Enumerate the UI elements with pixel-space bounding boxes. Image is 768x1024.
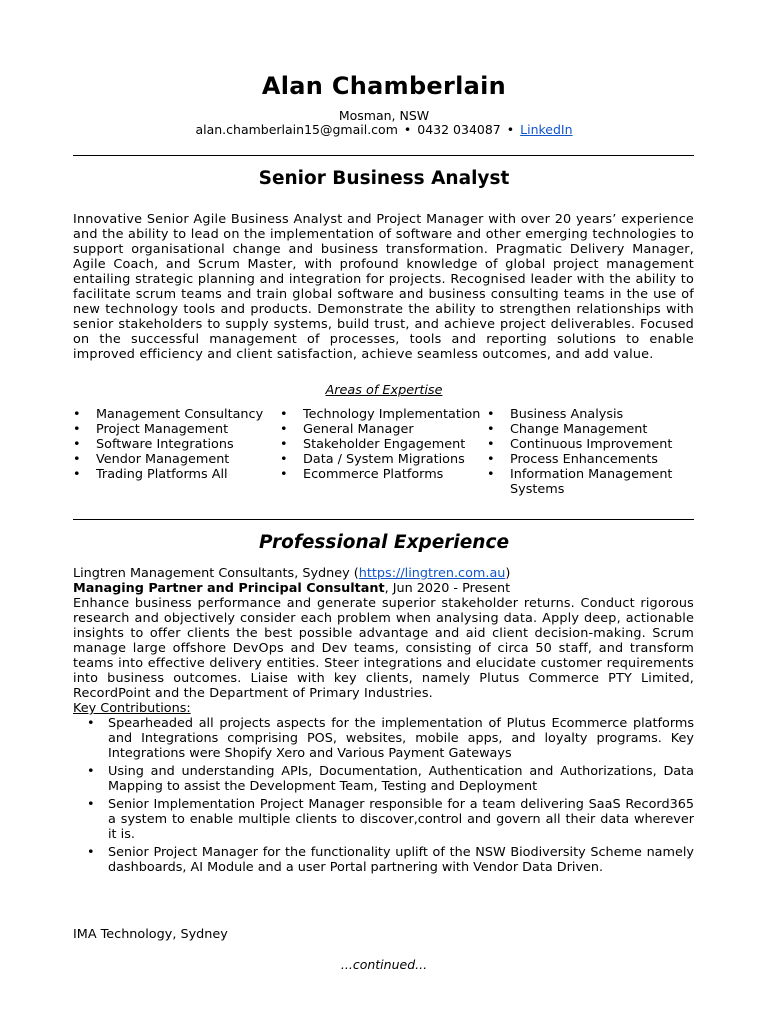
contribution-item: • Senior Implementation Project Manager responsible for a team delivering SaaS Record365 a system to enable multiple clients to discover,control and govern all their data wherever it is. (73, 797, 694, 842)
expertise-item: • Management Consultancy (73, 407, 280, 422)
key-contributions-label: Key Contributions: (73, 701, 191, 716)
separator: • (506, 122, 515, 137)
contributions-list (73, 716, 694, 875)
expertise-item: • Stakeholder Engagement (280, 437, 487, 452)
job-dates: , Jun 2020 - Present (384, 581, 511, 596)
expertise-item: • Project Management (73, 422, 280, 437)
phone: 0432 034087 (417, 122, 501, 137)
expertise-item: • Business Analysis (487, 407, 694, 422)
divider (73, 519, 694, 520)
expertise-item: • Information Management Systems (487, 467, 694, 497)
linkedin-link[interactable]: LinkedIn (520, 122, 573, 137)
contribution-item: • Senior Project Manager for the functionality uplift of the NSW Biodiversity Scheme namely dashboards, AI Module and a user Portal partnering with Vendor Data Driven. (73, 845, 694, 875)
email: alan.chamberlain15@gmail.com (195, 122, 398, 137)
location: Mosman, NSW (338, 108, 430, 123)
expertise-grid (73, 407, 713, 497)
professional-experience-heading: Professional Experience (259, 532, 509, 553)
expertise-item: • Trading Platforms All (73, 467, 280, 482)
position-title: Managing Partner and Principal Consultant (73, 581, 385, 596)
position-line (73, 581, 694, 596)
divider (73, 155, 694, 156)
role-title: Senior Business Analyst (258, 168, 510, 189)
contribution-item: • Spearheaded all projects aspects for the implementation of Plutus Ecommerce platforms and Integrations comprising POS, websites, mobile apps, and loyalty programs. Key Integrations were Shopify Xero and Various Payment Gateways (73, 716, 694, 761)
candidate-name: Alan Chamberlain (261, 72, 507, 100)
job-description: Enhance business performance and generate superior stakeholder returns. Conduct rigorous research and objectively consider each problem when analysing data. Apply deep, actionable insights to offer clients the best possible advantage and aid client decision-making. Scrum manage large offshore DevOps and Dev teams, consisting of circa 50 staff, and transform teams into effective delivery entities. Steer integrations and elucidate customer requirements into business outcomes. Liaise with key clients, namely Plutus Commerce PTY Limited, RecordPoint and the Department of Primary Industries. (73, 596, 694, 701)
professional-summary: Innovative Senior Agile Business Analyst and Project Manager with over 20 years’ experience and the ability to lead on the implementation of software and other emerging technologies to support organisational change and business transformation. Pragmatic Delivery Manager, Agile Coach, and Scrum Master, with profound knowledge of global project management entailing strategic planning and integration for projects. Recognised leader with the ability to facilitate scrum teams and train global software and business consulting teams in the use of new technology tools and products. Demonstrate the ability to strengthen relationships with senior stakeholders to supply systems, build trust, and achieve project deliverables. Focused on the successful management of processes, tools and reporting solutions to enable improved efficiency and client satisfaction, achieve seamless outcomes, and add value. (73, 212, 694, 362)
expertise-item: • Data / System Migrations (280, 452, 487, 467)
expertise-item: • Software Integrations (73, 437, 280, 452)
separator: • (403, 122, 412, 137)
expertise-column (280, 407, 487, 497)
job-entry (73, 566, 694, 878)
expertise-item: • Technology Implementation (280, 407, 487, 422)
expertise-item: • Process Enhancements (487, 452, 694, 467)
company-close: ) (505, 566, 511, 581)
expertise-item: • General Manager (280, 422, 487, 437)
expertise-item: • Continuous Improvement (487, 437, 694, 452)
expertise-item: • Vendor Management (73, 452, 280, 467)
expertise-item: • Ecommerce Platforms (280, 467, 487, 482)
contribution-item: • Using and understanding APIs, Documentation, Authentication and Authorizations, Data Mapping to assist the Development Team, Testing and Deployment (73, 764, 694, 794)
continued-note: ...continued... (340, 957, 428, 972)
contact-line (0, 122, 768, 137)
expertise-column (73, 407, 280, 497)
expertise-column (487, 407, 694, 497)
company-line (73, 566, 694, 581)
expertise-item: • Change Management (487, 422, 694, 437)
company-line: IMA Technology, Sydney (73, 927, 228, 942)
company-name: Lingtren Management Consultants, Sydney ( (73, 566, 359, 581)
company-website-link[interactable]: https://lingtren.com.au (358, 566, 506, 581)
areas-of-expertise-heading: Areas of Expertise (325, 383, 443, 398)
